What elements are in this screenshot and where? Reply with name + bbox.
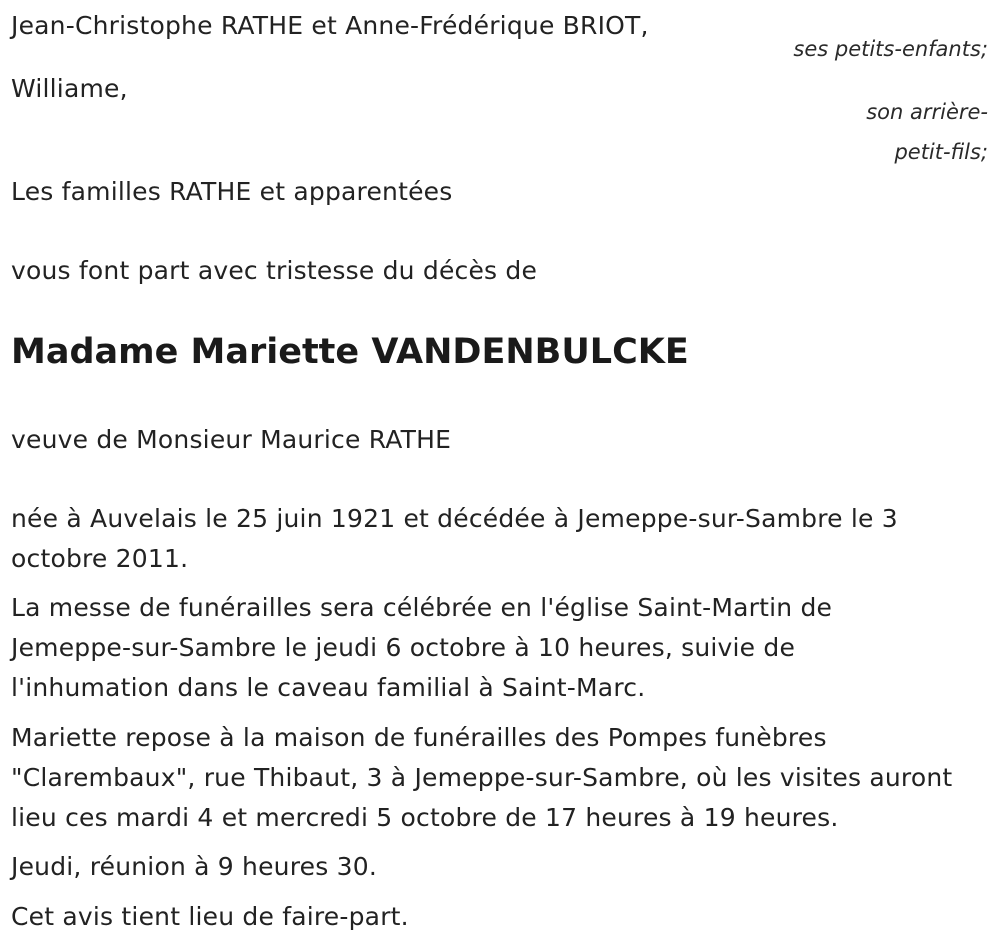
role-grandchildren: ses petits-enfants; (793, 37, 988, 61)
funeral-mass-paragraph (11, 588, 996, 708)
funeral-mass-line: Jemeppe-sur-Sambre le jeudi 6 octobre à 10 heures, suivie de (11, 633, 796, 662)
funeral-mass-line: La messe de funérailles sera célébrée en l'église Saint-Martin de (11, 593, 833, 622)
funeral-mass-line: l'inhumation dans le caveau familial à Saint-Marc. (11, 673, 646, 702)
role-great-grandson-line2: petit-fils; (894, 140, 988, 164)
announcement-text: vous font part avec tristesse du décès de (11, 256, 538, 285)
birth-death-line: octobre 2011. (11, 544, 189, 573)
closing-text: Cet avis tient lieu de faire-part. (11, 902, 409, 931)
visitation-line: Mariette repose à la maison de funérailles des Pompes funèbres (11, 723, 827, 752)
family-line-grandchildren: Jean-Christophe RATHE et Anne-Frédérique BRIOT, (11, 11, 649, 40)
birth-death-line: née à Auvelais le 25 juin 1921 et décédée à Jemeppe-sur-Sambre le 3 (11, 504, 898, 533)
birth-death-paragraph (11, 499, 996, 579)
deceased-name: Madame Mariette VANDENBULCKE (11, 332, 689, 372)
role-great-grandson-line1: son arrière- (866, 100, 988, 124)
family-line-families: Les familles RATHE et apparentées (11, 177, 453, 206)
widow-of-text: veuve de Monsieur Maurice RATHE (11, 425, 452, 454)
meeting-text: Jeudi, réunion à 9 heures 30. (11, 852, 377, 881)
visitation-line: lieu ces mardi 4 et mercredi 5 octobre de 17 heures à 19 heures. (11, 803, 839, 832)
visitation-paragraph (11, 718, 996, 838)
visitation-line: "Clarembaux", rue Thibaut, 3 à Jemeppe-sur-Sambre, où les visites auront (11, 763, 953, 792)
family-line-great-grandson: Williame, (11, 74, 128, 103)
